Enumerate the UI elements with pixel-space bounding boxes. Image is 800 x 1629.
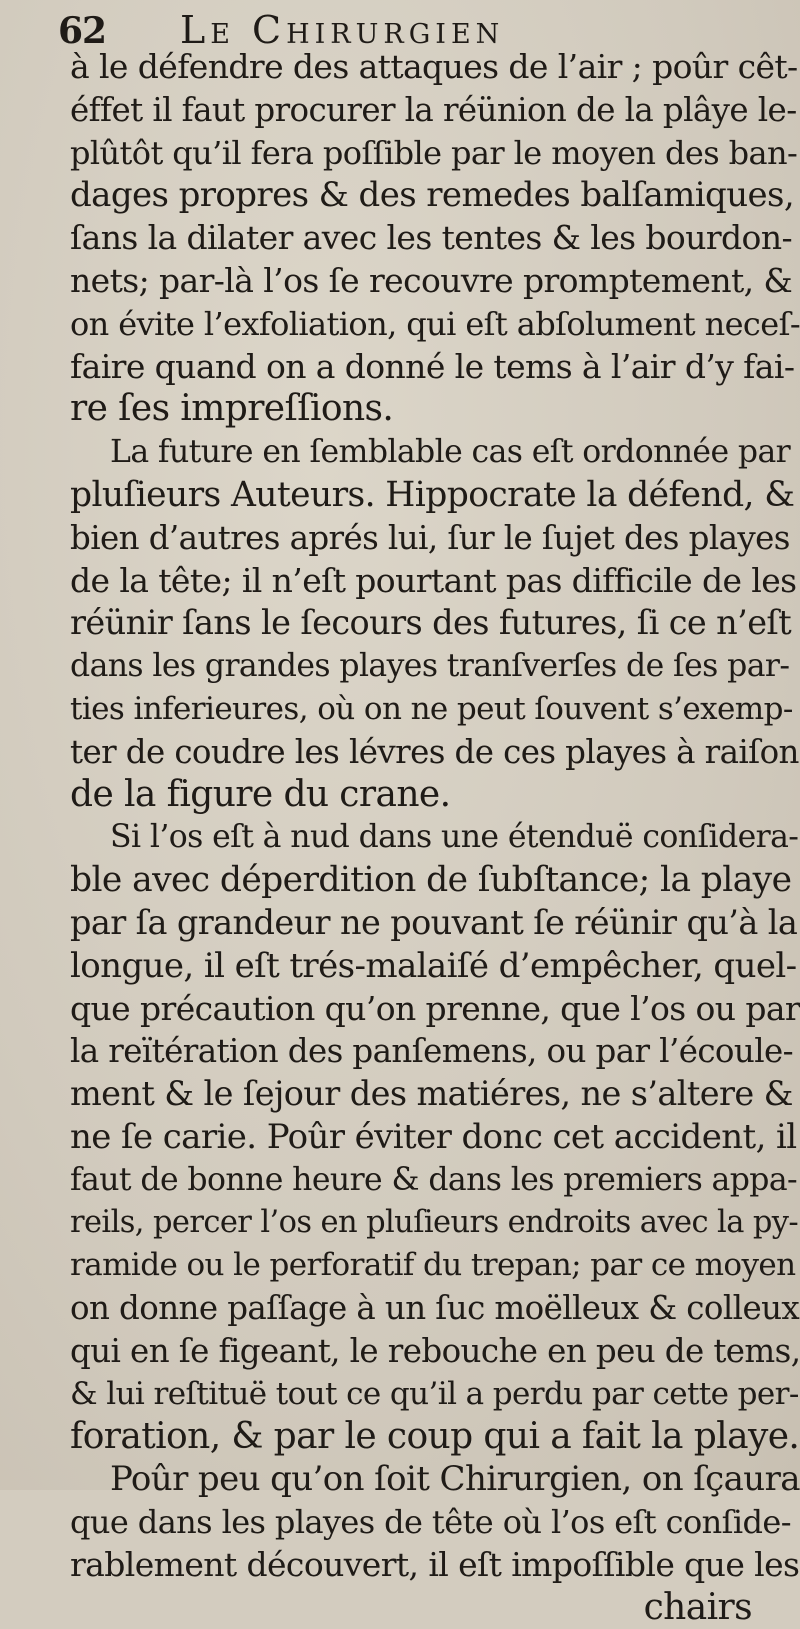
text-line: bien d’autres aprés lui, ſur le ſujet des playes [70,518,790,557]
text-line: la reïtération des panſemens, ou par l’écoule- [70,1032,794,1071]
text-line: re ſes impreſſions. [70,388,394,430]
text-line: ſans la dilater avec les tentes & les bourdon- [70,218,793,258]
text-line: faire quand on a donné le tems à l’air d’y fai- [70,346,795,386]
text-line: que dans les playes de tête où l’os eſt conſide- [70,1503,791,1542]
text-line: pluſieurs Auteurs. Hippocrate la défend, & [70,474,795,515]
paragraph-start: Si l’os eſt à nud dans une étenduë conſidera- [110,819,799,856]
text-line: dans les grandes playes tranſverſes de ſes par- [70,648,790,685]
paragraph-start: Poûr peu qu’on ſoit Chirurgien, on ſçaura [110,1459,800,1500]
text-line: de la tête; il n’eſt pourtant pas difficile de les [70,560,797,600]
text-line: ne ſe carie. Poûr éviter donc cet accident, il [70,1116,797,1157]
text-line: longue, il eſt trés-malaiſé d’empêcher, quel- [70,945,797,986]
text-line: à le défendre des attaques de l’air ; poûr cêt- [70,47,798,86]
text-line: ter de coudre les lévres de ces playes à raiſon [70,732,799,771]
text-line: qui en ſe figeant, le rebouche en peu de tems, [70,1331,800,1370]
text-line: dages propres & des remedes balſamiques, [70,175,795,216]
text-line: que précaution qu’on prenne, que l’os ou par [70,988,800,1028]
text-line: faut de bonne heure & dans les premiers appa- [70,1161,798,1198]
text-line: plûtôt qu’il fera poſſible par le moyen des ban- [70,133,798,172]
text-line: ble avec déperdition de ſubſtance; la playe [70,860,792,901]
text-line: ties inferieures, où on ne peut ſouvent s’exemp- [70,690,793,727]
text-line: & lui reſtituë tout ce qu’il a perdu par cette per- [70,1375,799,1412]
text-line: rablement découvert, il eſt impoſſible que les [70,1544,800,1584]
text-line: réünir ſans le ſecours des futures, ſi ce n’eſt [70,603,792,643]
text-line: par ſa grandeur ne pouvant ſe réünir qu’à la [70,902,798,942]
paragraph-start: La future en ſemblable cas eſt ordonnée par [110,434,791,471]
text-line: nets; par-là l’os ſe recouvre promptement, & [70,260,793,300]
text-line: ramide ou le perforatif du trepan; par ce moyen [70,1247,796,1284]
text-line: reils, percer l’os en pluſieurs endroits avec la py- [70,1204,799,1240]
text-line: on donne paſſage à un ſuc moëlleux & colleux [70,1289,800,1328]
text-line: de la figure du crane. [70,773,451,815]
running-title: Le Chirurgien [180,8,505,52]
text-line: on évite l’exfoliation, qui eſt abſolument neceſ- [70,304,800,343]
text-line: éffet il faut procurer la réünion de la plâye le- [70,90,797,129]
body-text [70,46,800,1629]
text-line: ment & le ſejour des matiéres, ne s’altere & [70,1074,793,1114]
catchword: chairs [643,1586,752,1628]
page-number: 62 [58,10,107,52]
text-line: foration, & par le coup qui a fait la playe. [70,1415,800,1457]
